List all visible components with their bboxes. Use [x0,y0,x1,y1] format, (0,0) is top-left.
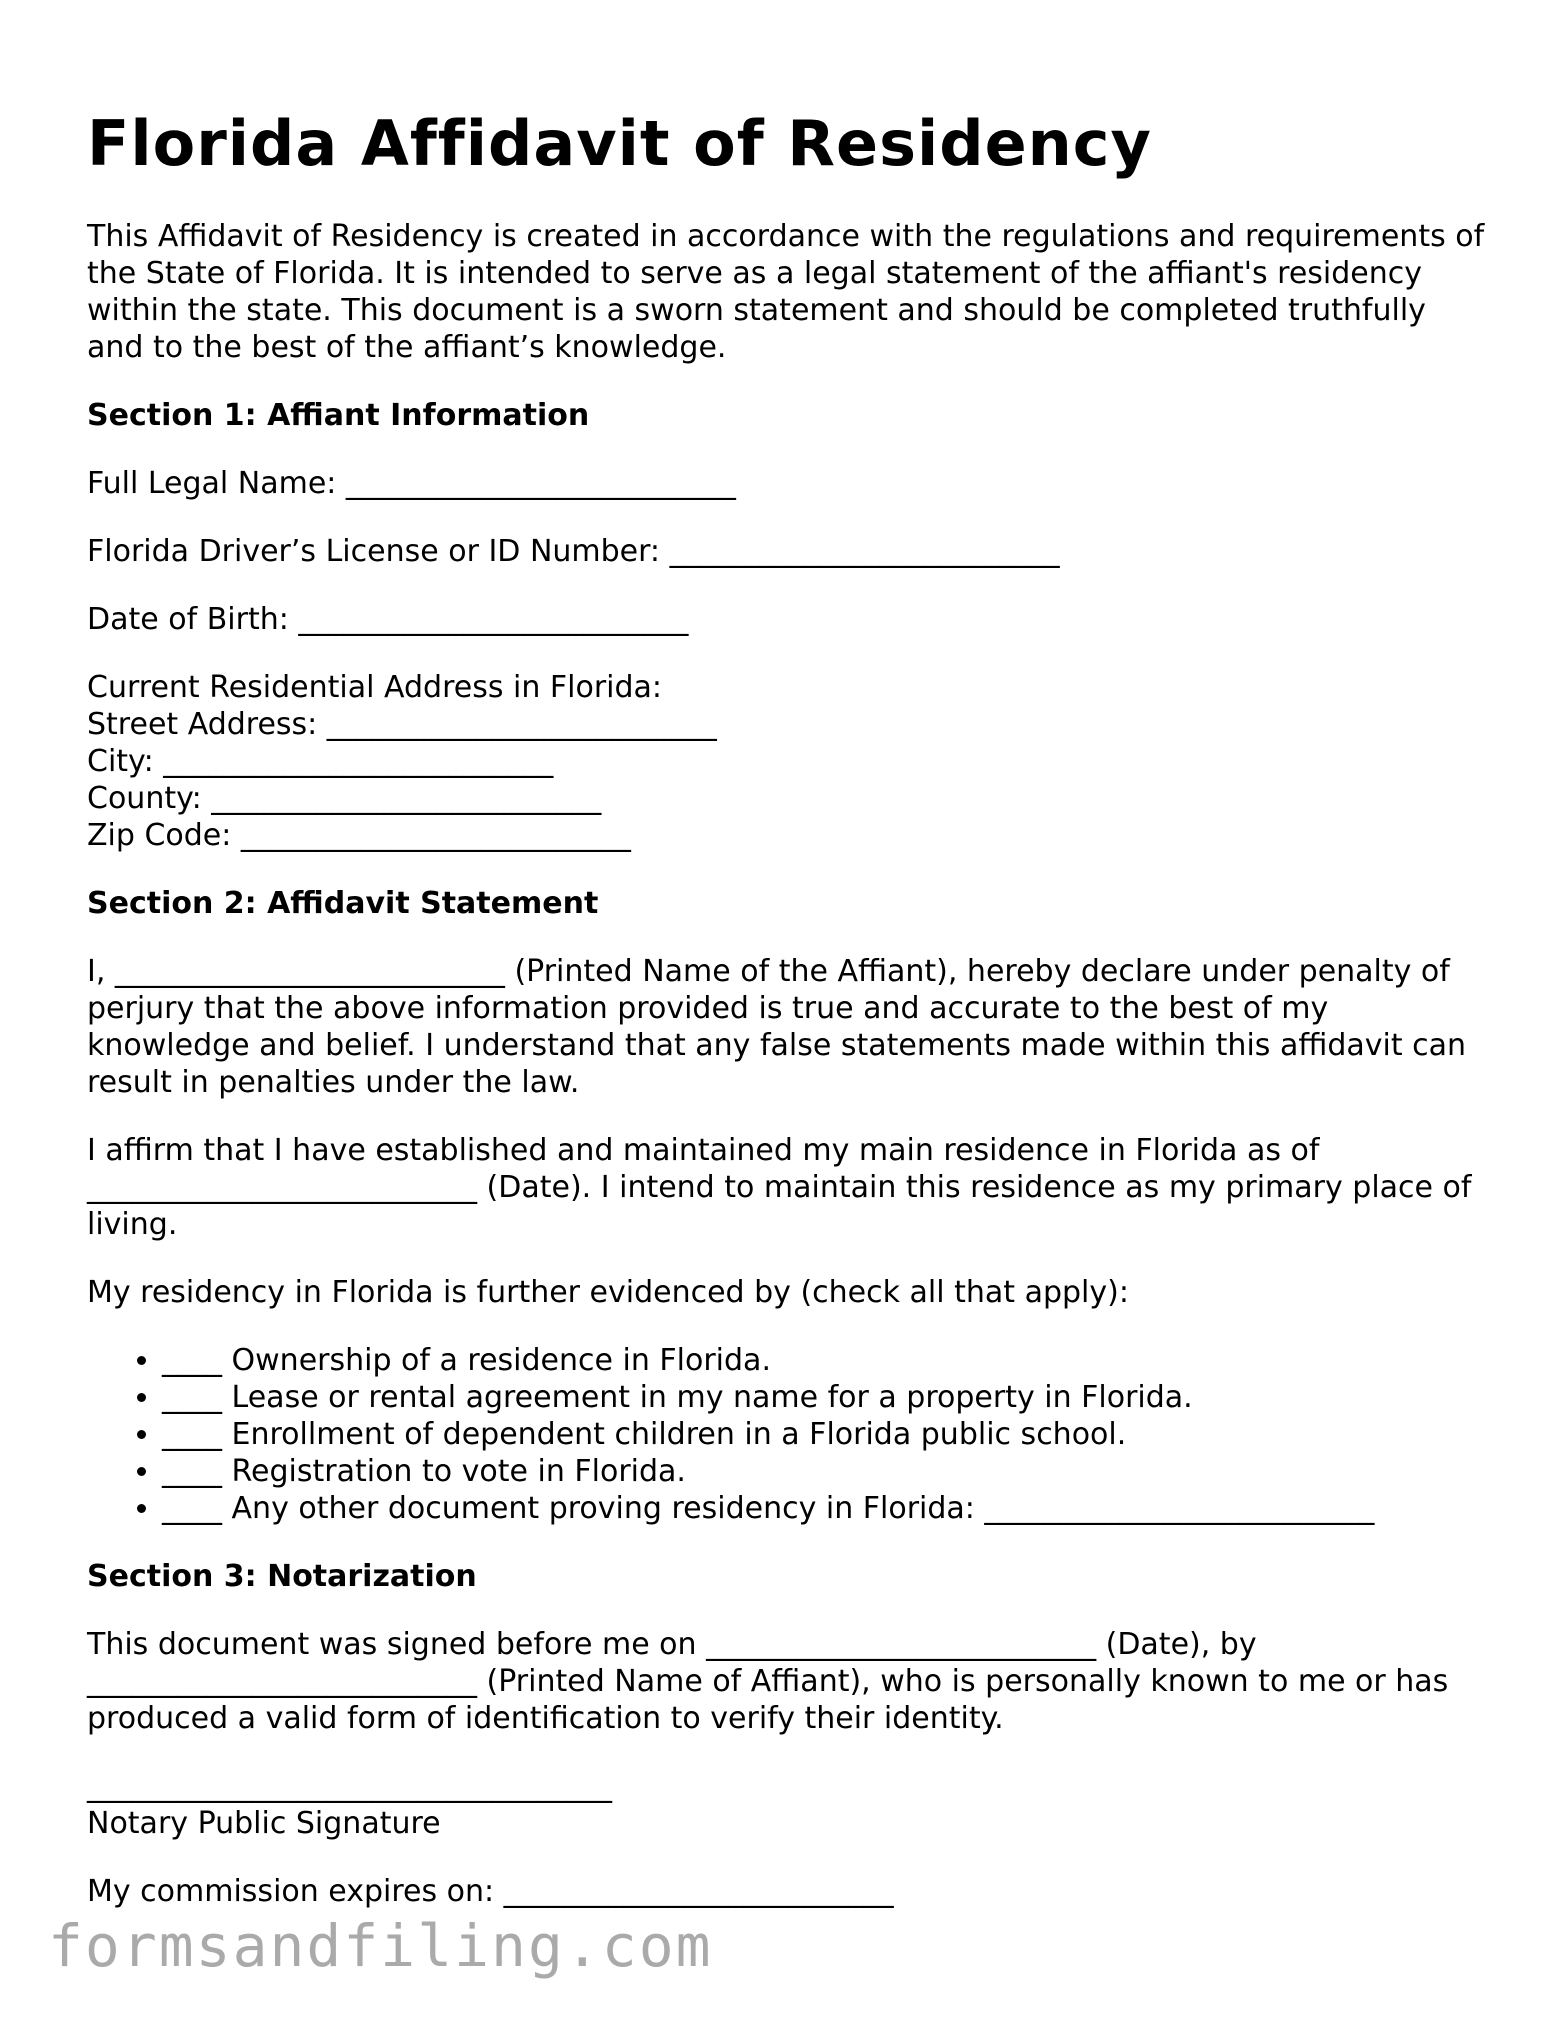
license-field: Florida Driver’s License or ID Number: __________________________ [87,534,1060,570]
list-item: • ____ Any other document proving residency in Florida: __________________________ [162,1490,1487,1527]
section-1-heading: Section 1: Affiant Information [87,398,590,434]
county-field: County: __________________________ [87,781,602,817]
evidence-intro: My residency in Florida is further evidenced by (check all that apply): [87,1275,1129,1311]
address-block [87,669,1487,854]
affirm-paragraph: I affirm that I have established and maintained my main residence in Florida as of __________________________ (Date). I intend to maintain this residence as my primary place of living. [87,1133,1472,1243]
full-name-field: Full Legal Name: __________________________ [87,466,736,502]
section-2-heading: Section 2: Affidavit Statement [87,886,599,922]
city-field: City: __________________________ [87,744,554,780]
evidence-list [87,1342,1487,1527]
street-field: Street Address: __________________________ [87,707,717,743]
address-heading: Current Residential Address in Florida: [87,670,663,706]
intro-paragraph: This Affidavit of Residency is created in accordance with the regulations and requirements of the State of Florida. It is intended to serve as a legal statement of the affiant's residency within the state. This document is a sworn statement and should be completed truthfully and to the best of the affiant’s knowledge. [87,219,1485,366]
document-page [87,107,1487,1941]
zip-field: Zip Code: __________________________ [87,818,631,854]
watermark: formsandfiling.com [48,1912,713,1980]
signature-label: Notary Public Signature [87,1806,441,1842]
signature-block [87,1768,1487,1842]
signature-line: ___________________________________ [87,1769,612,1805]
commission-field: My commission expires on: __________________________ [87,1874,894,1910]
notarization-paragraph: This document was signed before me on __________________________ (Date), by __________________________ (Printed Name of Affiant), who is personally known to me or has produced a valid form of identification to verify their identity. [87,1627,1449,1737]
document-title: Florida Affidavit of Residency [87,107,1152,180]
section-3-heading: Section 3: Notarization [87,1559,477,1595]
declaration-paragraph: I, __________________________ (Printed Name of the Affiant), hereby declare under penalty of perjury that the above information provided is true and accurate to the best of my knowledge and belief. I understand that any false statements made within this affidavit can result in penalties under the law. [87,954,1467,1101]
list-item: • ____ Enrollment of dependent children in a Florida public school. [162,1416,1487,1453]
list-item: • ____ Lease or rental agreement in my name for a property in Florida. [162,1379,1487,1416]
list-item: • ____ Registration to vote in Florida. [162,1453,1487,1490]
dob-field: Date of Birth: __________________________ [87,602,689,638]
list-item: • ____ Ownership of a residence in Florida. [162,1342,1487,1379]
